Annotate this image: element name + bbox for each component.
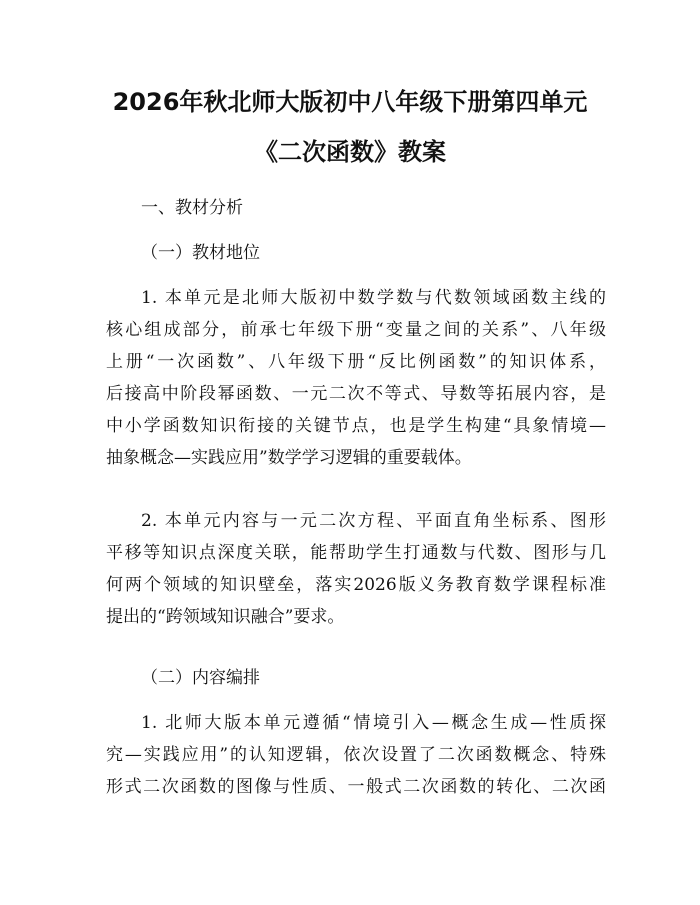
paragraph-2-line-3: 何两个领域的知识壁垒，落实2026版义务教育数学课程标准	[106, 575, 606, 595]
section-heading-textbook-analysis: 一、教材分析	[141, 198, 243, 218]
paragraph-1-line-1: 1. 本单元是北师大版初中数学数与代数领域函数主线的	[141, 288, 606, 308]
document-title-line-2: 《二次函数》教案	[254, 138, 446, 166]
paragraph-1-line-6: 抽象概念—实践应用”数学学习逻辑的重要载体。	[106, 448, 472, 468]
paragraph-1-line-5: 中小学函数知识衔接的关键节点，也是学生构建“具象情境—	[106, 416, 606, 436]
paragraph-3-line-1: 1. 北师大版本单元遵循“情境引入—概念生成—性质探	[141, 713, 606, 733]
paragraph-3-line-2: 究—实践应用”的认知逻辑，依次设置了二次函数概念、特殊	[106, 745, 606, 765]
paragraph-2-line-1: 2. 本单元内容与一元二次方程、平面直角坐标系、图形	[141, 511, 606, 531]
paragraph-2-line-2: 平移等知识点深度关联，能帮助学生打通数与代数、图形与几	[106, 543, 606, 563]
subsection-heading-textbook-status: （一）教材地位	[141, 243, 260, 263]
document-title-line-1: 2026年秋北师大版初中八年级下册第四单元	[112, 88, 588, 116]
paragraph-1-line-2: 核心组成部分，前承七年级下册“变量之间的关系”、八年级	[106, 320, 606, 340]
paragraph-1-line-4: 后接高中阶段幂函数、一元二次不等式、导数等拓展内容，是	[106, 384, 606, 404]
paragraph-3-line-3: 形式二次函数的图像与性质、一般式二次函数的转化、二次函	[106, 777, 606, 797]
subsection-heading-content-arrangement: （二）内容编排	[141, 668, 260, 688]
paragraph-1-line-3: 上册“一次函数”、八年级下册“反比例函数”的知识体系，	[106, 352, 606, 372]
paragraph-2-line-4: 提出的“跨领域知识融合”要求。	[106, 607, 345, 627]
